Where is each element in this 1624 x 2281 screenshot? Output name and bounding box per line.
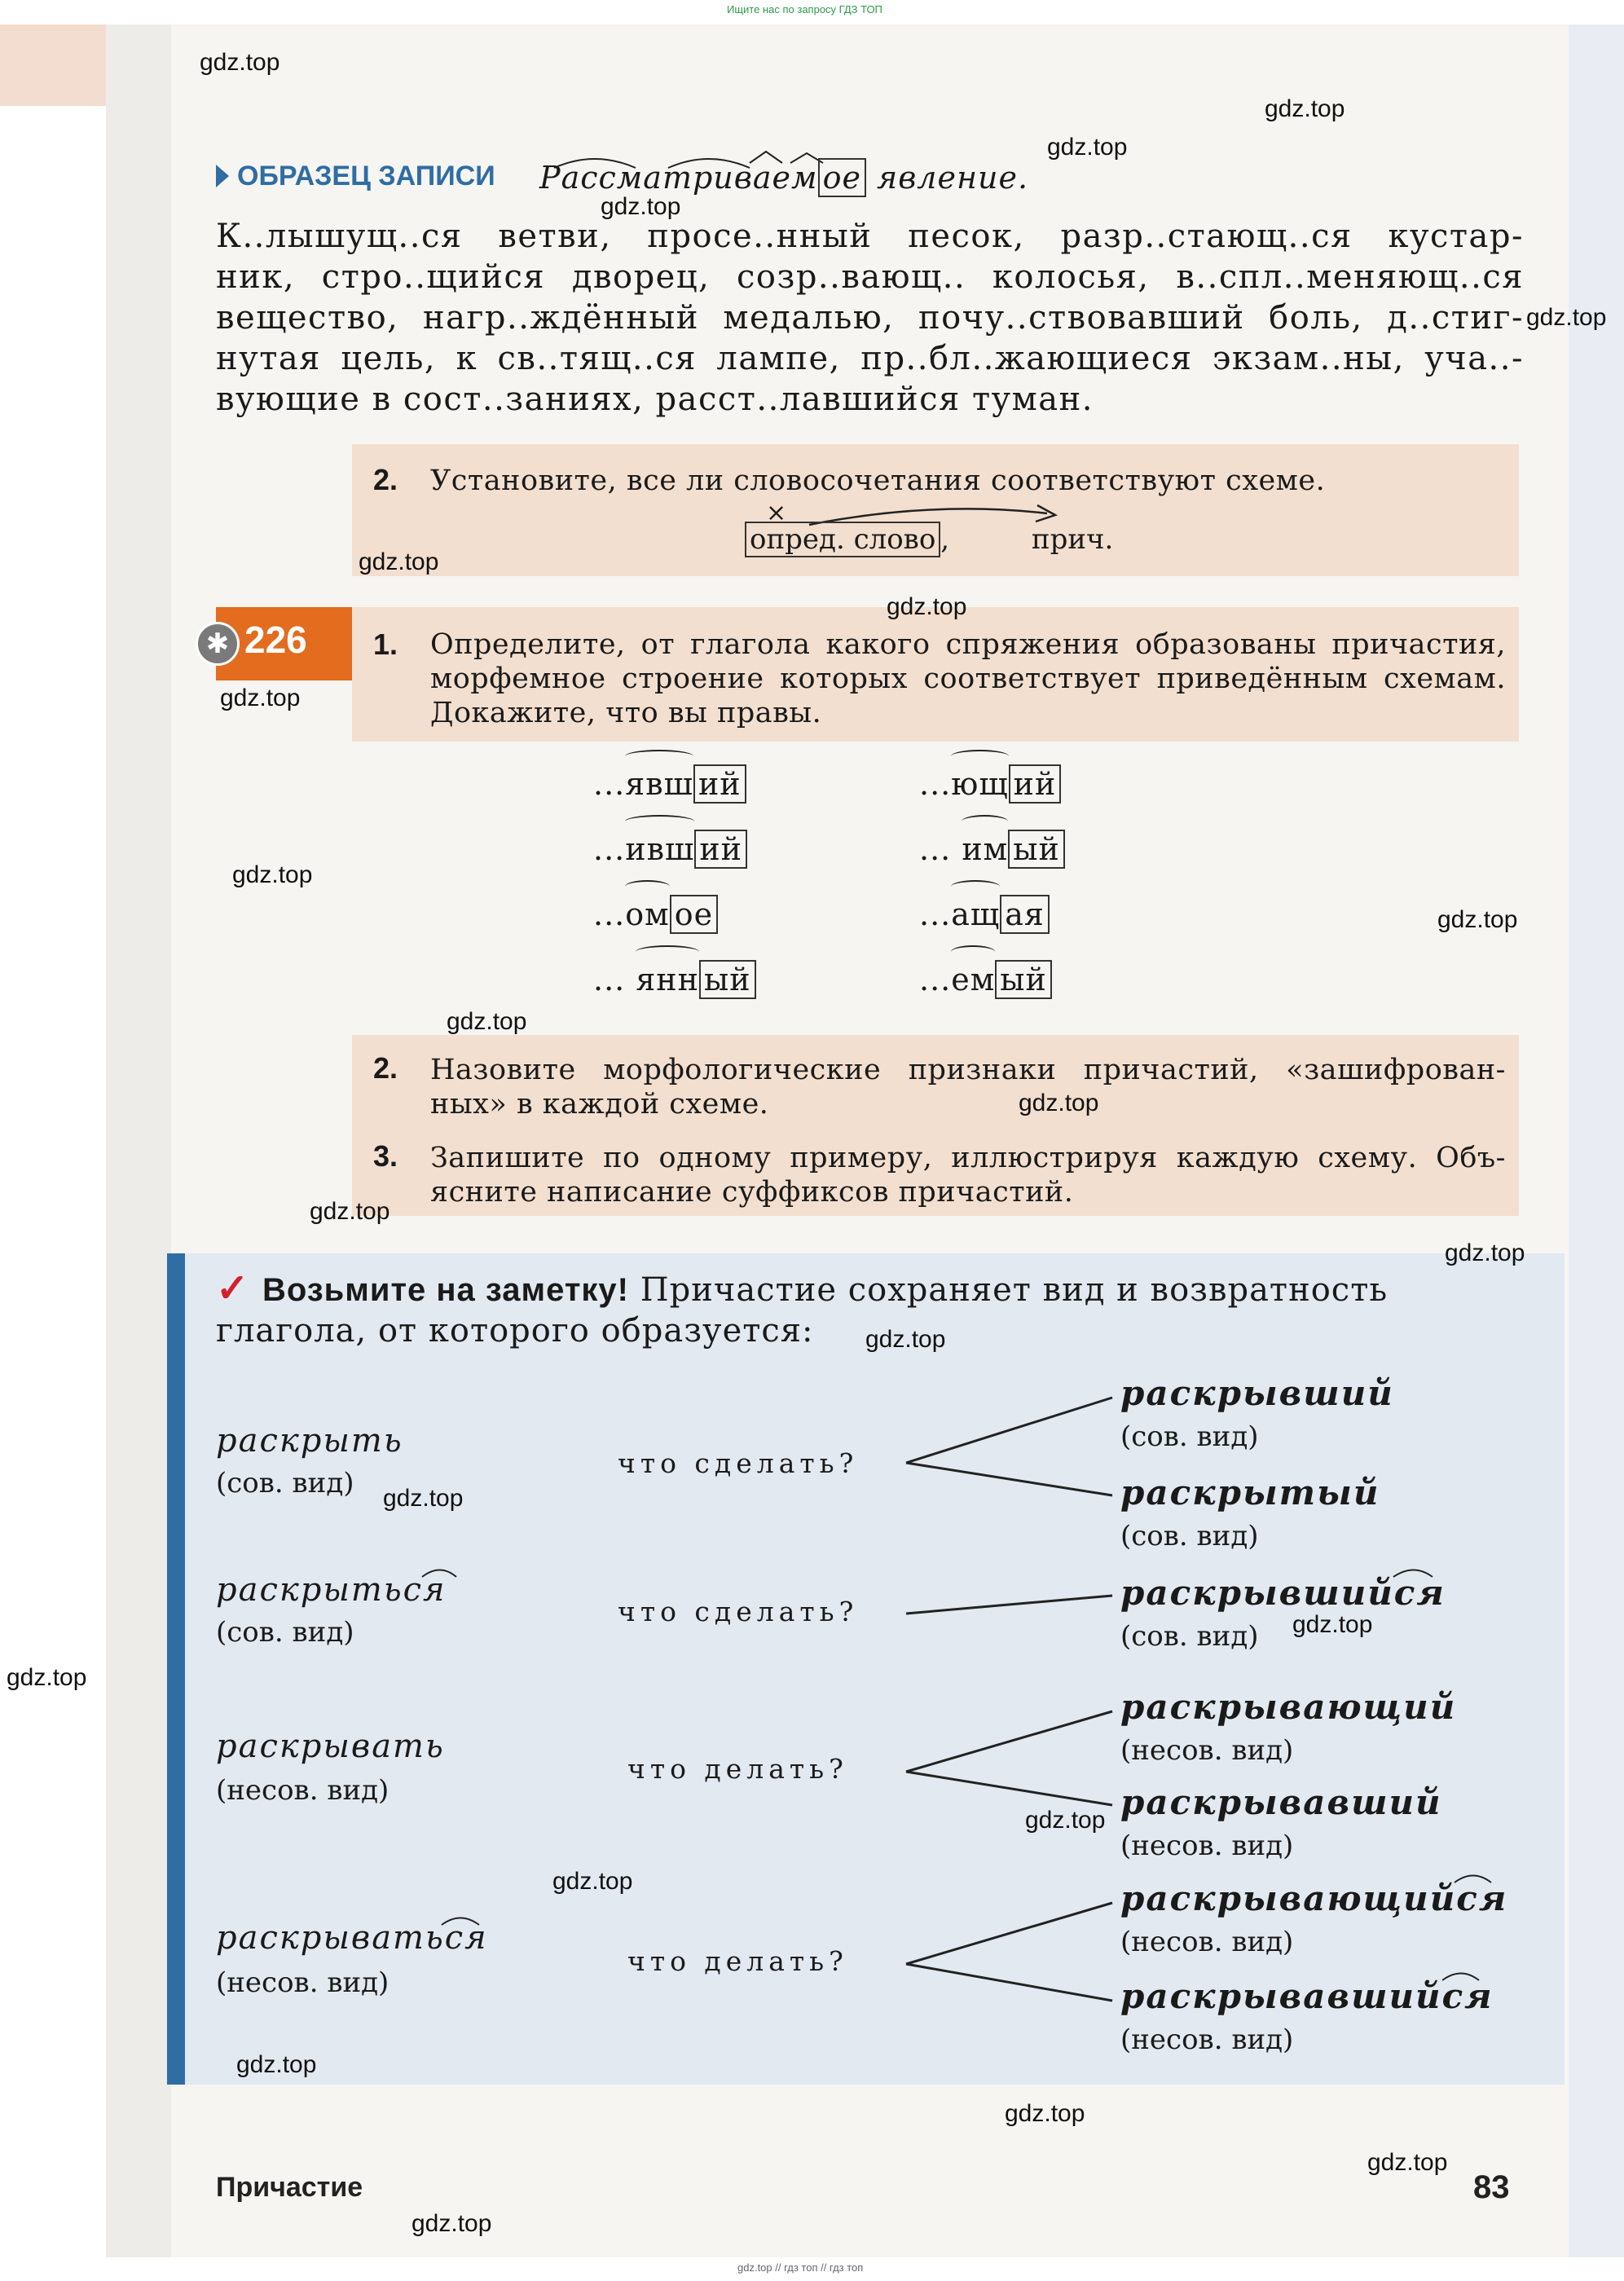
participle: раскрывавшийся (1120, 1976, 1494, 2016)
watermark: gdz.top (1025, 1807, 1106, 1834)
task-2-number: 2. (373, 463, 398, 496)
watermark: gdz.top (1047, 134, 1128, 161)
participle: раскрытый (1120, 1473, 1380, 1513)
asterisk-icon: ✱ (196, 622, 240, 666)
scheme-item: ... ивш ий (593, 831, 747, 867)
participle: раскрывающий (1120, 1687, 1457, 1727)
task-2-text: Установите, все ли словосочетания соответствуют схеме. (430, 465, 1326, 497)
watermark: gdz.top (232, 861, 313, 888)
watermark: gdz.top (1526, 304, 1607, 331)
sample-label: ОБРАЗЕЦ ЗАПИСИ (216, 161, 495, 192)
participle-aspect: (сов. вид) (1120, 1520, 1259, 1552)
participle: раскрывший (1120, 1373, 1394, 1413)
question: что делать? (627, 1945, 848, 1977)
watermark: gdz.top (359, 548, 439, 575)
participle-aspect: (сов. вид) (1120, 1420, 1259, 1453)
task-1-text: Определите, от глагола какого спряжения образованы причастия, морфемное строение которых соответствует приведённым схемам. Докажите, что вы правы. (430, 628, 1506, 729)
watermark: gdz.top (1265, 95, 1345, 122)
watermark: gdz.top (1445, 1240, 1525, 1266)
task-2-number: 2. (373, 1051, 398, 1085)
watermark: gdz.top (601, 193, 681, 220)
scheme-defined-word-box: опред. слово (745, 522, 940, 557)
watermark: gdz.top (310, 1198, 390, 1225)
verb: раскрыть (216, 1422, 403, 1460)
task-3-text: Запишите по одному примеру, иллюстрируя каждую схему. Объ- ясните написание суффиксов причастий. (430, 1142, 1506, 1209)
scheme-item: ... ащ ая (919, 896, 1050, 932)
participle: раскрывшийся (1120, 1573, 1446, 1613)
watermark: gdz.top (383, 1485, 464, 1512)
watermark: gdz.top (552, 1868, 633, 1895)
watermark: gdz.top (1367, 2149, 1448, 2176)
scheme-item: ... ем ый (919, 962, 1052, 997)
note-intro: Возьмите на заметку! Причастие сохраняет вид и возвратность (262, 1271, 1389, 1309)
participle-aspect: (несов. вид) (1120, 1734, 1294, 1767)
bottom-note: gdz.top // гдз топ // гдз топ (737, 2261, 864, 2274)
participle-aspect: (сов. вид) (1120, 1620, 1259, 1653)
verb-aspect: (сов. вид) (216, 1467, 354, 1499)
scheme-item: ... ющ ий (919, 766, 1061, 802)
participle: раскрывавший (1120, 1782, 1442, 1822)
ending-box: ое (818, 158, 866, 197)
top-search-note: Ищите нас по запросу ГДЗ ТОП (727, 3, 882, 15)
watermark: gdz.top (1292, 1611, 1373, 1638)
watermark: gdz.top (865, 1326, 946, 1353)
verb-aspect: (сов. вид) (216, 1616, 354, 1649)
sample-phrase: Рассматриваем ое явление. (539, 147, 1028, 183)
task-1-number: 1. (373, 627, 398, 661)
section-title: Причастие (216, 2172, 363, 2203)
scheme-item: ... явш ий (593, 766, 746, 802)
scheme-item: ... им ый (919, 831, 1065, 867)
watermark: gdz.top (447, 1008, 527, 1035)
check-icon: ✓ (216, 1266, 249, 1311)
question: что сделать? (618, 1596, 859, 1627)
exercise-text: К..лышущ..ся ветви, просе..нный песок, разр..стающ..ся кустар- ник, стро..щийся дворец, созр..вающ.. колосья, в..спл..меняющ..ся вещество, нагр..ждённый медалью, почу..ствовавший боль, д..стиг- нутая цель, к св..тящ..ся лампе, пр..бл..жающиеся экзам..ны, уча..- вующие в сост..заниях, расст..лавшийся туман. (216, 218, 1524, 418)
watermark: gdz.top (220, 685, 301, 711)
watermark: gdz.top (236, 2051, 317, 2078)
watermark: gdz.top (200, 49, 280, 76)
verb: раскрыться (216, 1571, 447, 1609)
watermark: gdz.top (1019, 1090, 1099, 1116)
watermark: gdz.top (1005, 2100, 1085, 2127)
question: что сделать? (618, 1447, 859, 1479)
scheme-formula: опред. слово , прич. (745, 523, 1113, 556)
task-2-text: Назовите морфологические признаки причастий, «зашифрован- ных» в каждой схеме. (430, 1054, 1506, 1121)
page-number: 83 (1473, 2169, 1510, 2205)
participle: раскрывающийся (1120, 1878, 1508, 1918)
watermark: gdz.top (7, 1664, 87, 1691)
watermark: gdz.top (1437, 906, 1518, 933)
verb-aspect: (несов. вид) (216, 1774, 389, 1807)
question: что делать? (627, 1753, 848, 1785)
verb-aspect: (несов. вид) (216, 1966, 389, 1999)
scheme-item: ... янн ый (593, 962, 756, 997)
watermark: gdz.top (887, 593, 967, 620)
participle-aspect: (несов. вид) (1120, 1926, 1294, 1958)
note-intro-line2: глагола, от которого образуется: (216, 1312, 814, 1350)
watermark: gdz.top (412, 2210, 492, 2237)
task-3-number: 3. (373, 1139, 398, 1173)
verb: раскрывать (216, 1728, 445, 1765)
participle-aspect: (несов. вид) (1120, 1830, 1294, 1862)
participle-aspect: (несов. вид) (1120, 2023, 1294, 2056)
scheme-cross-mark: × (766, 499, 787, 527)
exercise-number: 226 (244, 619, 307, 661)
verb: раскрываться (216, 1919, 488, 1957)
scheme-item: ... ом ое (593, 896, 718, 932)
